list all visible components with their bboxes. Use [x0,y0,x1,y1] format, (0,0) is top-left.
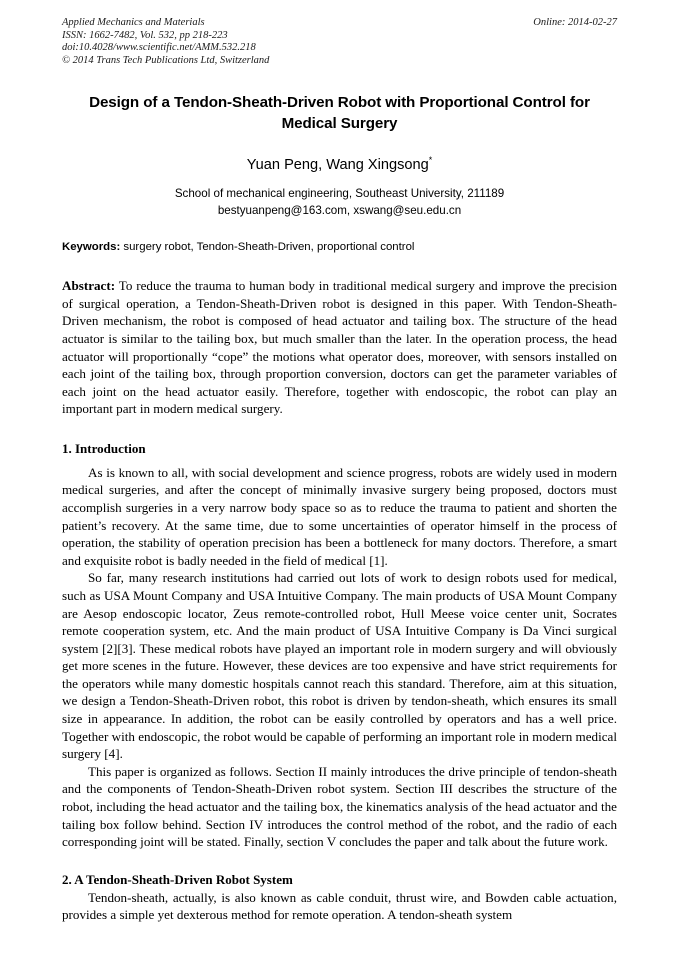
author-list [62,156,617,174]
affiliation: School of mechanical engineering, Southeast University, 211189 [174,187,505,201]
page-content [62,0,617,924]
section-heading-robot-system: 2. A Tendon-Sheath-Driven Robot System [62,871,293,887]
paragraph-robot-system-1: Tendon-sheath, actually, is also known as cable conduit, thrust wire, and Bowden cable actuation, provides a simple yet dexterous method for remote operation. A tendon-sheath system [62,889,617,923]
paragraph-intro-3: This paper is organized as follows. Section II mainly introduces the drive principle of tendon-sheath and the components of Tendon-Sheath-Driven robot system. Section III describes the structure of the robot, including the head actuator and the tailing box, the kinematics analysis of the head actuator and the tailing box follow behind. Section IV introduces the control method of the robot, and the radio of each corresponding joint will be stated. Finally, section V concludes the paper and talk about the future work. [62,763,617,850]
keywords-values: surgery robot, Tendon-Sheath-Driven, proportional control [123,241,415,254]
author-emails: bestyuanpeng@163.com, xswang@seu.edu.cn [217,203,462,217]
journal-copyright: © 2014 Trans Tech Publications Ltd, Switzerland [62,54,270,66]
journal-issn: ISSN: 1662-7482, Vol. 532, pp 218-223 [62,29,228,41]
abstract-text: To reduce the trauma to human body in traditional medical surgery and improve the precision of surgical operation, a Tendon-Sheath-Driven robot is designed in this paper. With Tendon-Sheath-Driven mechanism, the robot is composed of head actuator and tailing box. The structure of the head actuator is similar to the tailing box, but much smaller than the later. In the operation process, the head actuator will proportionally “cope” the motions what operator does, moreover, with sensors installed on each joint of the tailing box, through proportion conversion, doctors can get the parameter variables of each joint on the head actuator easily. Therefore, together with endoscopic, the robot can play an important part in modern medical surgery. [62,278,617,417]
paragraph-intro-1: As is known to all, with social development and science progress, robots are widely used in modern medical surgeries, and after the concept of minimally invasive surgery being proposed, doctors must accomplish surgeries in a very narrow body space so as to reduce the trauma to patient and shorten the patient’s recovery. At the same time, due to some uncertainties of operator himself in the process of operation, the stability of operation precision has been a bottleneck for many doctors. Therefore, a smart and exquisite robot is badly needed in the field of medical [1]. [62,464,617,568]
keywords-label: Keywords: [62,241,121,254]
abstract-block [62,277,617,417]
page-title: Design of a Tendon-Sheath-Driven Robot with Proportional Control for Medical Surgery [89,94,590,133]
section-heading-introduction: 1. Introduction [62,440,146,456]
journal-doi: doi:10.4028/www.scientific.net/AMM.532.218 [62,42,256,54]
corresponding-author-marker: * [428,155,433,166]
journal-name: Applied Mechanics and Materials [62,17,205,28]
abstract-label: Abstract: [62,278,116,294]
keywords-line [62,240,617,255]
online-date: Online: 2014-02-27 [533,17,617,28]
journal-header [62,0,617,67]
author-names: Yuan Peng, Wang Xingsong [246,157,429,174]
paragraph-intro-2: So far, many research institutions had carried out lots of work to design robots used for medical, such as USA Mount Company and USA Intuitive Company. The main products of USA Mount Company are Aesop endoscopic locator, Zeus remote-controlled robot, Hull Meese voice center unit, Socrates remote cooperation system, etc. And the main product of USA Intuitive Company is Da Vinci surgical system [2][3]. These medical robots have played an important role in modern surgery and will obviously get more scenes in the future. However, these devices are too expensive and have strict requirements for the operators while many domestic hospitals cannot reach this standard. Therefore, aim at this situation, we design a Tendon-Sheath-Driven robot, this robot is driven by tendon-sheath, which ensures its small size in appearance. In addition, the robot can be easily controlled by operators and has a well price. Together with endoscopic, the robot would be capable of performing an important role in modern medical surgery [4]. [62,570,617,762]
